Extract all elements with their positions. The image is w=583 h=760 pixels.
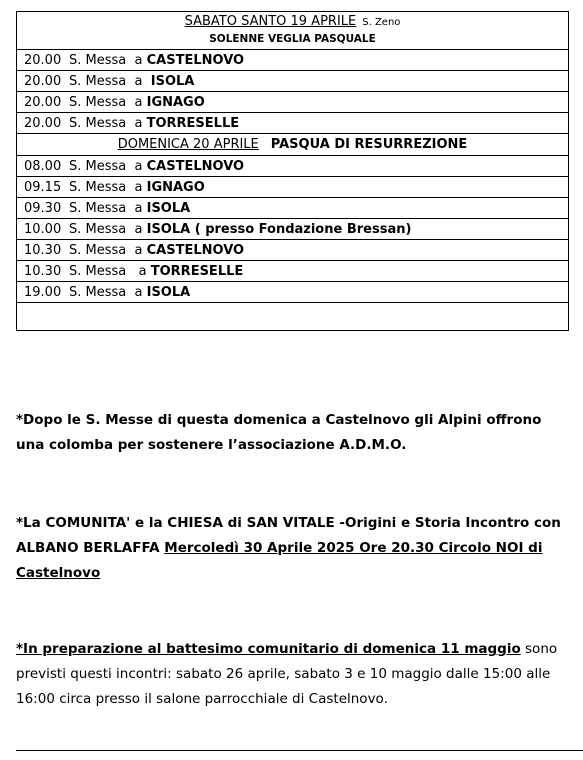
mass-schedule-table [16,11,569,331]
mass-place: CASTELNOVO [146,243,245,258]
sunday-title: DOMENICA 20 APRILE [117,137,259,152]
note-san-vitale [16,511,566,586]
mass-place: IGNAGO [146,180,205,195]
mass-place: CASTELNOVO [146,159,245,174]
saturday-place-note: S. Zeno [362,17,401,28]
mass-label: S. Messa a [69,159,147,174]
mass-row [17,240,568,261]
note-alpini-text: *Dopo le S. Messe di questa domenica a Castelnovo gli Alpini offrono una colomba per sostenere l’associazione A.D.M.O. [16,412,542,453]
mass-place: IGNAGO [146,95,205,110]
mass-place: ISOLA ( presso Fondazione Bressan) [146,222,412,237]
mass-row [17,198,568,219]
mass-label: S. Messa a [69,264,151,279]
mass-place: TORRESELLE [150,264,244,279]
mass-row [17,177,568,198]
sunday-rows [17,156,568,303]
mass-place: ISOLA [146,201,191,216]
mass-time: 10.00 [24,222,62,237]
mass-time: 19.00 [24,285,62,300]
mass-row [17,113,568,134]
note-san-vitale-date: Mercoledì 30 Aprile 2025 Ore 20.30 Circolo NOI di Castelnovo [16,540,543,581]
mass-time: 10.30 [24,264,62,279]
mass-time: 09.30 [24,201,62,216]
saturday-subtitle: SOLENNE VEGLIA PASQUALE [209,33,376,45]
mass-place: CASTELNOVO [146,53,245,68]
mass-row [17,50,568,71]
note-san-vitale-text: *La COMUNITA' e la CHIESA di SAN VITALE -Origini e Storia Incontro con ALBANO BERLAFFA [16,515,561,556]
mass-time: 08.00 [24,159,62,174]
mass-label: S. Messa a [69,180,147,195]
note-baptism-title: *In preparazione al battesimo comunitario di domenica 11 maggio [16,641,521,657]
note-baptism-text: sono previsti questi incontri: sabato 26 aprile, sabato 3 e 10 maggio dalle 15:00 alle 16:00 circa presso il salone parrocchiale di Castelnovo. [16,641,558,707]
mass-time: 09.15 [24,180,62,195]
empty-row [17,303,568,330]
mass-row [17,261,568,282]
saturday-rows [17,50,568,134]
sunday-header [17,134,568,156]
mass-row [17,282,568,303]
mass-label: S. Messa a [69,95,147,110]
mass-place: ISOLA [150,74,195,89]
bottom-divider [16,750,583,751]
saturday-header [17,12,568,50]
mass-label: S. Messa a [69,74,151,89]
note-alpini [16,408,566,458]
mass-row [17,71,568,92]
mass-time: 20.00 [24,53,62,68]
saturday-title: SABATO SANTO 19 APRILE [184,14,357,29]
mass-time: 20.00 [24,116,62,131]
mass-label: S. Messa a [69,222,147,237]
mass-place: ISOLA [146,285,191,300]
mass-time: 20.00 [24,74,62,89]
mass-label: S. Messa a [69,285,147,300]
mass-label: S. Messa a [69,116,147,131]
mass-time: 10.30 [24,243,62,258]
mass-row [17,92,568,113]
mass-row [17,156,568,177]
mass-label: S. Messa a [69,53,147,68]
mass-row [17,219,568,240]
sunday-subtitle: PASQUA DI RESURREZIONE [270,137,468,152]
mass-label: S. Messa a [69,201,147,216]
note-baptism [16,637,566,712]
mass-place: TORRESELLE [146,116,240,131]
mass-label: S. Messa a [69,243,147,258]
mass-time: 20.00 [24,95,62,110]
